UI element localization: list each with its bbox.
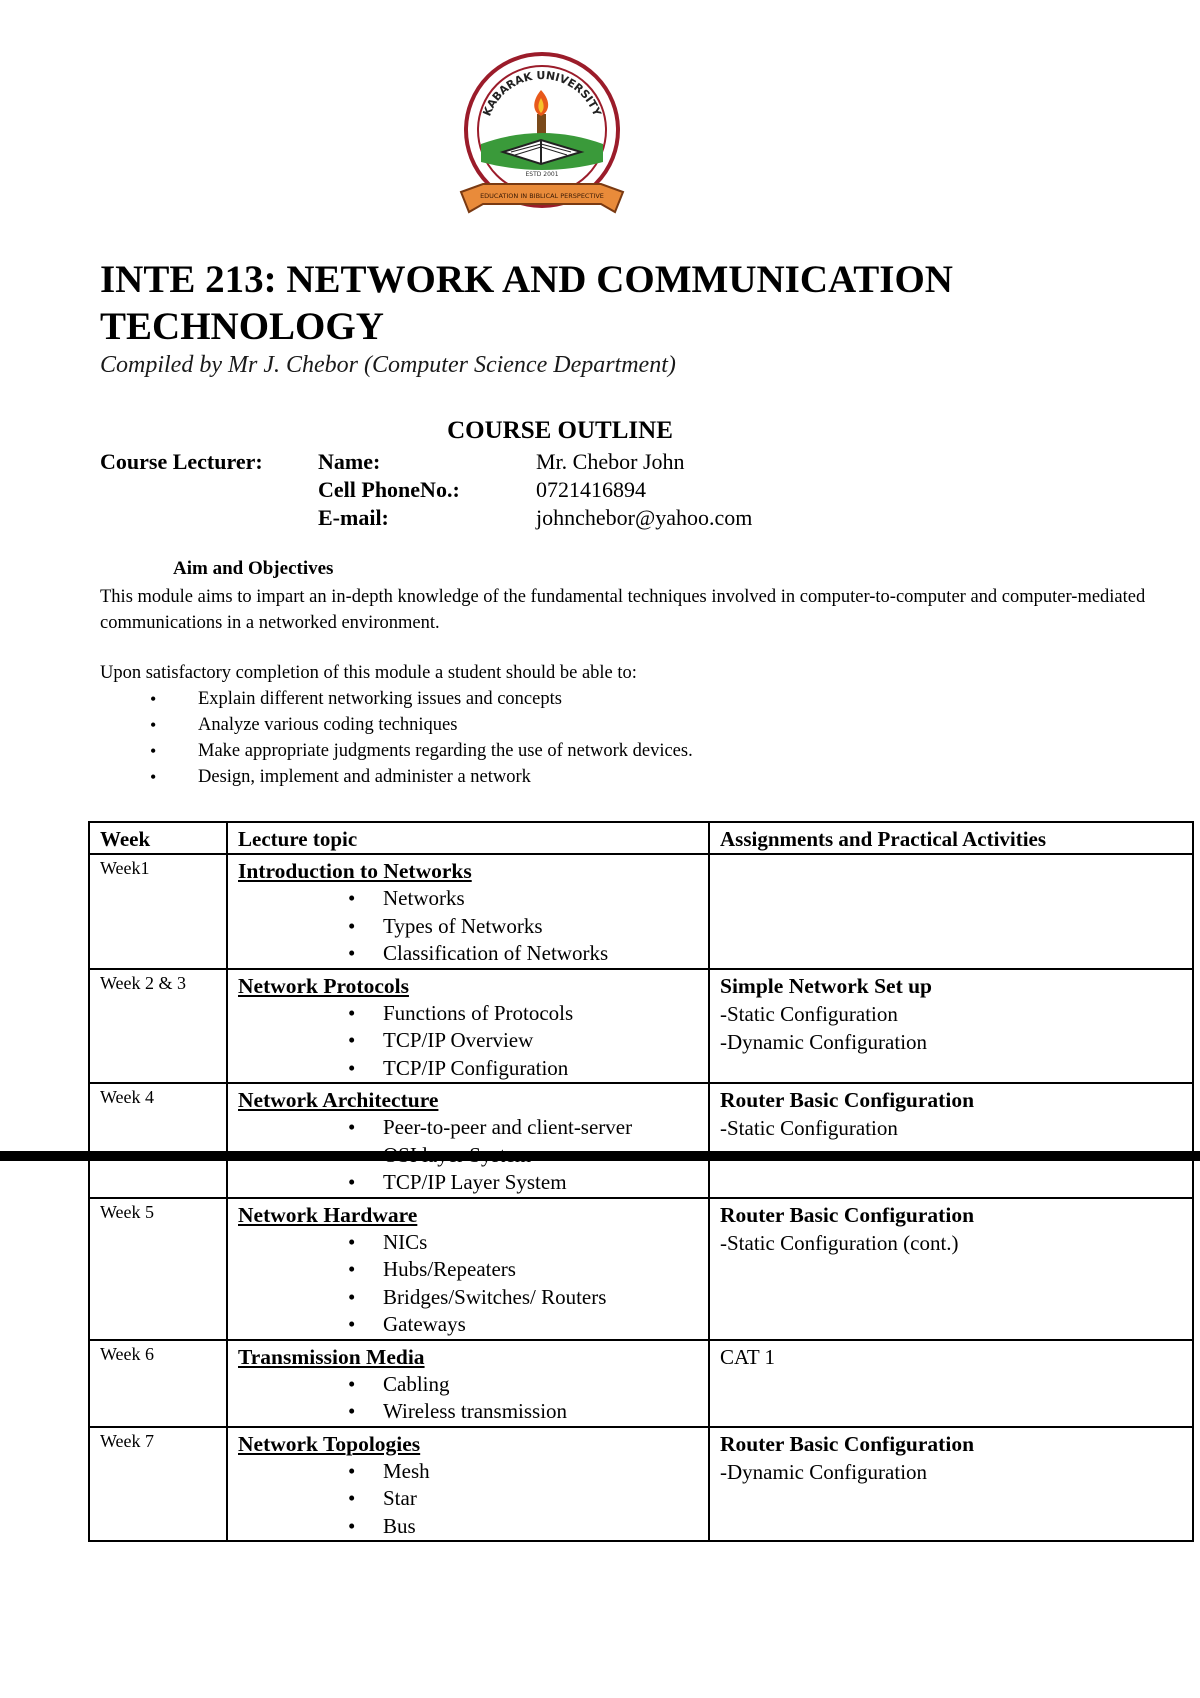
course-lecturer-label: Course Lecturer:	[100, 449, 263, 474]
logo-arc-text: KABARAK UNIVERSITY	[480, 68, 604, 118]
lecturer-name-label: Name:	[318, 449, 381, 474]
week-cell: Week 5	[89, 1198, 227, 1340]
topic-item: • TCP/IP Configuration	[238, 1055, 698, 1083]
topic-item: • TCP/IP Overview	[238, 1027, 698, 1055]
topic-item: • Peer-to-peer and client-server	[238, 1114, 698, 1142]
topic-item: • NICs	[238, 1229, 698, 1257]
assignment-line: CAT 1	[720, 1344, 776, 1369]
assignment-cell	[709, 1427, 1193, 1542]
assignment-title: Router Basic Configuration	[720, 1088, 975, 1112]
week-cell: Week 2 & 3	[89, 969, 227, 1084]
header-assignments: Assignments and Practical Activities	[709, 822, 1193, 854]
topic-item: • TCP/IP Layer System	[238, 1169, 698, 1197]
logo-motto-text: EDUCATION IN BIBLICAL PERSPECTIVE	[480, 192, 604, 200]
assignment-cell	[709, 1083, 1193, 1198]
scan-artifact-bar	[0, 1151, 1200, 1161]
table-row	[89, 1340, 1193, 1427]
lecturer-phone-value: 0721416894	[536, 477, 646, 502]
objective-item: • Design, implement and administer a network	[100, 764, 693, 790]
assignment-line: -Static Configuration	[720, 1116, 898, 1140]
table-row	[89, 1198, 1193, 1340]
topic-item: • Bridges/Switches/ Routers	[238, 1284, 698, 1312]
week-cell: Week 7	[89, 1427, 227, 1542]
topic-item: • Wireless transmission	[238, 1398, 698, 1426]
kabarak-university-logo	[457, 52, 627, 228]
topic-item: • Gateways	[238, 1311, 698, 1339]
topic-item: • Cabling	[238, 1371, 698, 1399]
topic-item: • Hubs/Repeaters	[238, 1256, 698, 1284]
assignment-title: Router Basic Configuration	[720, 1202, 975, 1227]
topic-cell	[227, 1198, 709, 1340]
topic-title: Introduction to Networks	[238, 859, 472, 883]
lecturer-email-label: E-mail:	[318, 505, 389, 530]
week-cell: Week1	[89, 854, 227, 969]
topic-list	[238, 1458, 698, 1541]
lecturer-name-value: Mr. Chebor John	[536, 449, 685, 474]
topic-cell	[227, 969, 709, 1084]
topic-cell	[227, 1340, 709, 1427]
objectives-list	[100, 686, 693, 790]
assignment-cell	[709, 854, 1193, 969]
table-row	[89, 969, 1193, 1084]
topic-item: • Mesh	[238, 1458, 698, 1486]
topic-title: Network Protocols	[238, 973, 409, 998]
topic-title: Network Topologies	[238, 1431, 421, 1456]
objective-item: • Make appropriate judgments regarding the use of network devices.	[100, 738, 693, 764]
topic-item: • Functions of Protocols	[238, 1000, 698, 1028]
objectives-intro: Upon satisfactory completion of this module a student should be able to:	[100, 663, 637, 683]
aims-heading: Aim and Objectives	[173, 558, 334, 579]
assignment-title: Router Basic Configuration	[720, 1431, 975, 1456]
compiled-by: Compiled by Mr J. Chebor (Computer Science Department)	[100, 352, 676, 378]
topic-list	[238, 885, 698, 968]
lecturer-email-value: johnchebor@yahoo.com	[536, 505, 753, 530]
topic-item: • Networks	[238, 885, 698, 913]
topic-list	[238, 1000, 698, 1083]
table-header-row	[89, 822, 1193, 854]
assignment-title: Simple Network Set up	[720, 973, 933, 998]
topic-title: Network Hardware	[238, 1202, 418, 1227]
header-lecture-topic: Lecture topic	[227, 822, 709, 854]
assignment-line: -Dynamic Configuration	[720, 1029, 928, 1054]
aims-paragraph: This module aims to impart an in-depth knowledge of the fundamental techniques involved in computer-to-computer and computer-mediated communications in a networked environment.	[100, 587, 1146, 633]
topic-cell	[227, 854, 709, 969]
topic-list	[238, 1371, 698, 1426]
table-row	[89, 854, 1193, 969]
document-title: INTE 213: NETWORK AND COMMUNICATION TECHNOLOGY	[100, 258, 953, 348]
table-row	[89, 1083, 1193, 1198]
objective-item: • Analyze various coding techniques	[100, 712, 693, 738]
table-row	[89, 1427, 1193, 1542]
week-cell: Week 4	[89, 1083, 227, 1198]
topic-item: • Classification of Networks	[238, 940, 698, 968]
course-schedule-table	[88, 821, 1194, 1542]
course-outline-heading: COURSE OUTLINE	[447, 417, 673, 444]
topic-title: Transmission Media	[238, 1344, 425, 1369]
week-cell: Week 6	[89, 1340, 227, 1427]
assignment-cell	[709, 969, 1193, 1084]
topic-item: • Bus	[238, 1513, 698, 1541]
logo-estd-text: ESTD 2001	[525, 171, 559, 178]
topic-list	[238, 1229, 698, 1339]
assignment-line: -Static Configuration	[720, 1001, 898, 1026]
header-week: Week	[89, 822, 227, 854]
topic-item: • Star	[238, 1485, 698, 1513]
assignment-cell	[709, 1340, 1193, 1427]
topic-cell	[227, 1083, 709, 1198]
topic-item: • Types of Networks	[238, 913, 698, 941]
lecturer-phone-label: Cell PhoneNo.:	[318, 477, 460, 502]
assignment-line: -Dynamic Configuration	[720, 1459, 928, 1484]
assignment-cell	[709, 1198, 1193, 1340]
objective-item: • Explain different networking issues and concepts	[100, 686, 693, 712]
assignment-line: -Static Configuration (cont.)	[720, 1230, 959, 1255]
topic-title: Network Architecture	[238, 1088, 439, 1112]
topic-cell	[227, 1427, 709, 1542]
